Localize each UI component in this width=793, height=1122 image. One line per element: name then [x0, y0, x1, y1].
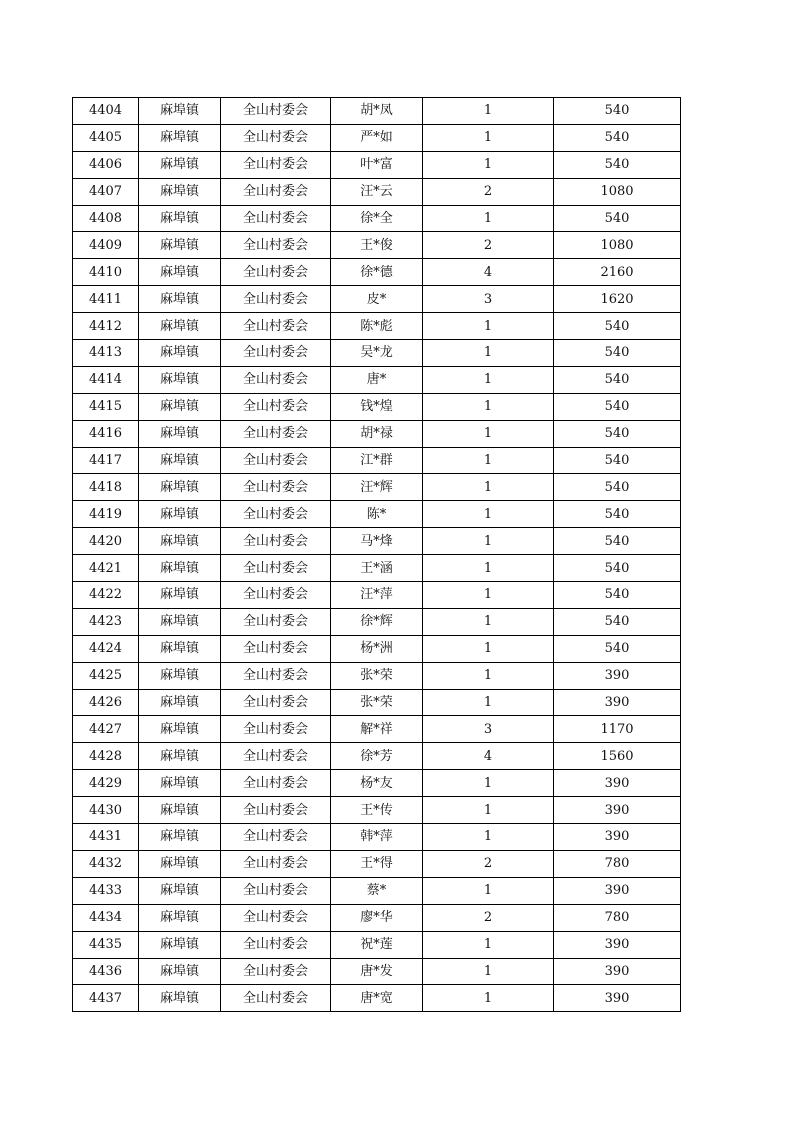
table-row	[73, 151, 681, 178]
amount-cell: 540	[554, 474, 681, 501]
town-cell: 麻埠镇	[139, 689, 221, 716]
row-id-cell: 4434	[73, 904, 139, 931]
town-cell: 麻埠镇	[139, 340, 221, 367]
village-cell: 全山村委会	[221, 608, 331, 635]
town-cell: 麻埠镇	[139, 420, 221, 447]
row-id-cell: 4423	[73, 608, 139, 635]
table-row	[73, 716, 681, 743]
amount-cell: 390	[554, 770, 681, 797]
name-cell: 徐*德	[331, 259, 423, 286]
town-cell: 麻埠镇	[139, 824, 221, 851]
amount-cell: 540	[554, 635, 681, 662]
name-cell: 唐*宽	[331, 985, 423, 1012]
village-cell: 全山村委会	[221, 205, 331, 232]
count-cell: 1	[423, 420, 554, 447]
village-cell: 全山村委会	[221, 958, 331, 985]
village-cell: 全山村委会	[221, 313, 331, 340]
name-cell: 胡*禄	[331, 420, 423, 447]
row-id-cell: 4413	[73, 340, 139, 367]
row-id-cell: 4417	[73, 447, 139, 474]
table-row	[73, 958, 681, 985]
table-row	[73, 366, 681, 393]
village-cell: 全山村委会	[221, 931, 331, 958]
table-row	[73, 824, 681, 851]
table-row	[73, 528, 681, 555]
name-cell: 陈*	[331, 501, 423, 528]
town-cell: 麻埠镇	[139, 635, 221, 662]
row-id-cell: 4426	[73, 689, 139, 716]
village-cell: 全山村委会	[221, 797, 331, 824]
table-row	[73, 555, 681, 582]
table-row	[73, 743, 681, 770]
village-cell: 全山村委会	[221, 985, 331, 1012]
amount-cell: 540	[554, 582, 681, 609]
village-cell: 全山村委会	[221, 850, 331, 877]
village-cell: 全山村委会	[221, 689, 331, 716]
amount-cell: 540	[554, 608, 681, 635]
town-cell: 麻埠镇	[139, 743, 221, 770]
village-cell: 全山村委会	[221, 555, 331, 582]
town-cell: 麻埠镇	[139, 98, 221, 125]
amount-cell: 540	[554, 98, 681, 125]
row-id-cell: 4405	[73, 124, 139, 151]
village-cell: 全山村委会	[221, 662, 331, 689]
village-cell: 全山村委会	[221, 393, 331, 420]
village-cell: 全山村委会	[221, 635, 331, 662]
count-cell: 1	[423, 582, 554, 609]
row-id-cell: 4408	[73, 205, 139, 232]
table-row	[73, 985, 681, 1012]
name-cell: 王*涵	[331, 555, 423, 582]
table-row	[73, 205, 681, 232]
row-id-cell: 4416	[73, 420, 139, 447]
table-row	[73, 608, 681, 635]
town-cell: 麻埠镇	[139, 366, 221, 393]
town-cell: 麻埠镇	[139, 205, 221, 232]
count-cell: 1	[423, 124, 554, 151]
amount-cell: 780	[554, 904, 681, 931]
row-id-cell: 4422	[73, 582, 139, 609]
town-cell: 麻埠镇	[139, 931, 221, 958]
count-cell: 1	[423, 931, 554, 958]
count-cell: 1	[423, 393, 554, 420]
town-cell: 麻埠镇	[139, 313, 221, 340]
count-cell: 1	[423, 608, 554, 635]
count-cell: 1	[423, 205, 554, 232]
name-cell: 徐*芳	[331, 743, 423, 770]
count-cell: 2	[423, 178, 554, 205]
count-cell: 1	[423, 151, 554, 178]
row-id-cell: 4428	[73, 743, 139, 770]
row-id-cell: 4415	[73, 393, 139, 420]
count-cell: 1	[423, 689, 554, 716]
row-id-cell: 4424	[73, 635, 139, 662]
row-id-cell: 4406	[73, 151, 139, 178]
count-cell: 3	[423, 716, 554, 743]
village-cell: 全山村委会	[221, 582, 331, 609]
amount-cell: 540	[554, 313, 681, 340]
table-row	[73, 850, 681, 877]
village-cell: 全山村委会	[221, 178, 331, 205]
town-cell: 麻埠镇	[139, 501, 221, 528]
name-cell: 王*传	[331, 797, 423, 824]
count-cell: 1	[423, 98, 554, 125]
table-row	[73, 877, 681, 904]
town-cell: 麻埠镇	[139, 662, 221, 689]
count-cell: 1	[423, 635, 554, 662]
count-cell: 1	[423, 528, 554, 555]
table-row	[73, 393, 681, 420]
table-body	[73, 98, 681, 1012]
town-cell: 麻埠镇	[139, 770, 221, 797]
town-cell: 麻埠镇	[139, 904, 221, 931]
village-cell: 全山村委会	[221, 770, 331, 797]
village-cell: 全山村委会	[221, 474, 331, 501]
name-cell: 汪*辉	[331, 474, 423, 501]
name-cell: 马*烽	[331, 528, 423, 555]
amount-cell: 390	[554, 985, 681, 1012]
row-id-cell: 4418	[73, 474, 139, 501]
village-cell: 全山村委会	[221, 259, 331, 286]
count-cell: 1	[423, 474, 554, 501]
name-cell: 韩*萍	[331, 824, 423, 851]
row-id-cell: 4437	[73, 985, 139, 1012]
count-cell: 2	[423, 850, 554, 877]
amount-cell: 540	[554, 340, 681, 367]
amount-cell: 780	[554, 850, 681, 877]
village-cell: 全山村委会	[221, 124, 331, 151]
village-cell: 全山村委会	[221, 340, 331, 367]
count-cell: 1	[423, 877, 554, 904]
amount-cell: 1170	[554, 716, 681, 743]
village-cell: 全山村委会	[221, 420, 331, 447]
name-cell: 唐*发	[331, 958, 423, 985]
table-row	[73, 340, 681, 367]
table-row	[73, 447, 681, 474]
name-cell: 张*荣	[331, 689, 423, 716]
name-cell: 严*如	[331, 124, 423, 151]
table-row	[73, 689, 681, 716]
name-cell: 汪*萍	[331, 582, 423, 609]
name-cell: 钱*煌	[331, 393, 423, 420]
amount-cell: 1560	[554, 743, 681, 770]
name-cell: 吴*龙	[331, 340, 423, 367]
table-row	[73, 635, 681, 662]
town-cell: 麻埠镇	[139, 528, 221, 555]
village-cell: 全山村委会	[221, 743, 331, 770]
amount-cell: 390	[554, 797, 681, 824]
count-cell: 1	[423, 313, 554, 340]
name-cell: 陈*彪	[331, 313, 423, 340]
name-cell: 江*群	[331, 447, 423, 474]
table-row	[73, 178, 681, 205]
village-cell: 全山村委会	[221, 904, 331, 931]
name-cell: 胡*凤	[331, 98, 423, 125]
row-id-cell: 4420	[73, 528, 139, 555]
count-cell: 1	[423, 366, 554, 393]
name-cell: 杨*洲	[331, 635, 423, 662]
table-row	[73, 501, 681, 528]
amount-cell: 390	[554, 662, 681, 689]
amount-cell: 390	[554, 931, 681, 958]
table-row	[73, 797, 681, 824]
row-id-cell: 4407	[73, 178, 139, 205]
count-cell: 1	[423, 958, 554, 985]
count-cell: 1	[423, 555, 554, 582]
amount-cell: 540	[554, 205, 681, 232]
town-cell: 麻埠镇	[139, 555, 221, 582]
table-row	[73, 124, 681, 151]
row-id-cell: 4432	[73, 850, 139, 877]
name-cell: 蔡*	[331, 877, 423, 904]
town-cell: 麻埠镇	[139, 877, 221, 904]
village-cell: 全山村委会	[221, 528, 331, 555]
amount-cell: 2160	[554, 259, 681, 286]
row-id-cell: 4425	[73, 662, 139, 689]
village-cell: 全山村委会	[221, 232, 331, 259]
name-cell: 王*得	[331, 850, 423, 877]
count-cell: 1	[423, 447, 554, 474]
town-cell: 麻埠镇	[139, 151, 221, 178]
count-cell: 1	[423, 797, 554, 824]
table-row	[73, 98, 681, 125]
town-cell: 麻埠镇	[139, 797, 221, 824]
table-row	[73, 931, 681, 958]
name-cell: 叶*富	[331, 151, 423, 178]
town-cell: 麻埠镇	[139, 474, 221, 501]
amount-cell: 1080	[554, 232, 681, 259]
village-cell: 全山村委会	[221, 716, 331, 743]
count-cell: 2	[423, 904, 554, 931]
village-cell: 全山村委会	[221, 447, 331, 474]
table-row	[73, 259, 681, 286]
row-id-cell: 4433	[73, 877, 139, 904]
amount-cell: 390	[554, 689, 681, 716]
name-cell: 杨*友	[331, 770, 423, 797]
amount-cell: 540	[554, 447, 681, 474]
village-cell: 全山村委会	[221, 824, 331, 851]
row-id-cell: 4419	[73, 501, 139, 528]
name-cell: 汪*云	[331, 178, 423, 205]
table-row	[73, 904, 681, 931]
count-cell: 4	[423, 259, 554, 286]
row-id-cell: 4412	[73, 313, 139, 340]
village-cell: 全山村委会	[221, 98, 331, 125]
town-cell: 麻埠镇	[139, 850, 221, 877]
count-cell: 1	[423, 770, 554, 797]
table-row	[73, 662, 681, 689]
row-id-cell: 4431	[73, 824, 139, 851]
row-id-cell: 4404	[73, 98, 139, 125]
amount-cell: 540	[554, 366, 681, 393]
amount-cell: 540	[554, 393, 681, 420]
town-cell: 麻埠镇	[139, 608, 221, 635]
amount-cell: 540	[554, 555, 681, 582]
amount-cell: 540	[554, 528, 681, 555]
row-id-cell: 4410	[73, 259, 139, 286]
count-cell: 1	[423, 340, 554, 367]
row-id-cell: 4430	[73, 797, 139, 824]
table-row	[73, 420, 681, 447]
amount-cell: 1620	[554, 286, 681, 313]
table-row	[73, 582, 681, 609]
village-cell: 全山村委会	[221, 286, 331, 313]
amount-cell: 390	[554, 824, 681, 851]
count-cell: 1	[423, 985, 554, 1012]
town-cell: 麻埠镇	[139, 259, 221, 286]
count-cell: 2	[423, 232, 554, 259]
table-row	[73, 232, 681, 259]
data-table	[72, 97, 681, 1012]
row-id-cell: 4414	[73, 366, 139, 393]
row-id-cell: 4436	[73, 958, 139, 985]
name-cell: 唐*	[331, 366, 423, 393]
table-row	[73, 313, 681, 340]
table-row	[73, 286, 681, 313]
count-cell: 1	[423, 824, 554, 851]
name-cell: 祝*莲	[331, 931, 423, 958]
count-cell: 4	[423, 743, 554, 770]
town-cell: 麻埠镇	[139, 958, 221, 985]
name-cell: 王*俊	[331, 232, 423, 259]
row-id-cell: 4421	[73, 555, 139, 582]
name-cell: 解*祥	[331, 716, 423, 743]
row-id-cell: 4409	[73, 232, 139, 259]
village-cell: 全山村委会	[221, 151, 331, 178]
town-cell: 麻埠镇	[139, 716, 221, 743]
name-cell: 张*荣	[331, 662, 423, 689]
town-cell: 麻埠镇	[139, 393, 221, 420]
town-cell: 麻埠镇	[139, 232, 221, 259]
amount-cell: 540	[554, 501, 681, 528]
table-row	[73, 474, 681, 501]
name-cell: 徐*辉	[331, 608, 423, 635]
village-cell: 全山村委会	[221, 501, 331, 528]
town-cell: 麻埠镇	[139, 286, 221, 313]
village-cell: 全山村委会	[221, 877, 331, 904]
town-cell: 麻埠镇	[139, 178, 221, 205]
amount-cell: 540	[554, 151, 681, 178]
amount-cell: 1080	[554, 178, 681, 205]
town-cell: 麻埠镇	[139, 985, 221, 1012]
name-cell: 皮*	[331, 286, 423, 313]
amount-cell: 540	[554, 124, 681, 151]
amount-cell: 390	[554, 958, 681, 985]
row-id-cell: 4427	[73, 716, 139, 743]
row-id-cell: 4411	[73, 286, 139, 313]
town-cell: 麻埠镇	[139, 582, 221, 609]
name-cell: 廖*华	[331, 904, 423, 931]
row-id-cell: 4435	[73, 931, 139, 958]
count-cell: 1	[423, 662, 554, 689]
name-cell: 徐*全	[331, 205, 423, 232]
village-cell: 全山村委会	[221, 366, 331, 393]
town-cell: 麻埠镇	[139, 447, 221, 474]
count-cell: 3	[423, 286, 554, 313]
town-cell: 麻埠镇	[139, 124, 221, 151]
amount-cell: 390	[554, 877, 681, 904]
table-row	[73, 770, 681, 797]
row-id-cell: 4429	[73, 770, 139, 797]
count-cell: 1	[423, 501, 554, 528]
amount-cell: 540	[554, 420, 681, 447]
